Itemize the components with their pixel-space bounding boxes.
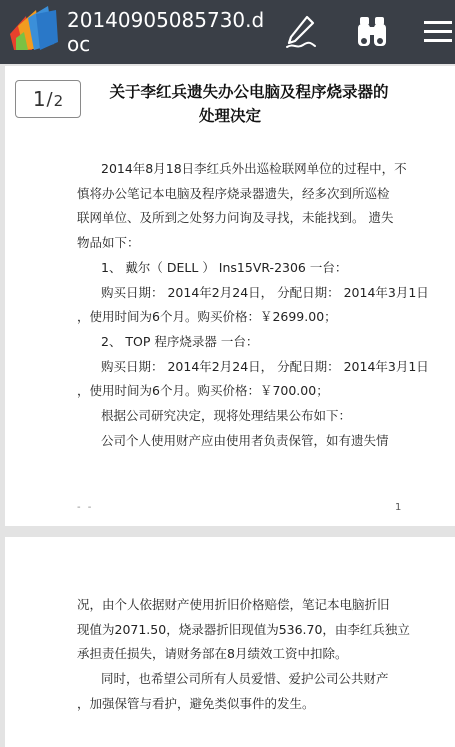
body-line: 承担责任损失，请财务部在8月绩效工资中扣除。 <box>77 646 348 662</box>
body-line: 物品如下： <box>77 235 140 251</box>
page-separator: / <box>46 88 53 110</box>
body-line: 慎将办公笔记本电脑及程序烧录器遗失，经多次到所巡检 <box>77 185 390 201</box>
body-line: 同时，也希望公司所有人员爱惜、爱护公司公共财产 <box>101 671 389 687</box>
body-line: 况，由个人依据财产使用折旧价格赔偿，笔记本电脑折旧 <box>77 597 390 612</box>
body-line: ，使用时间为6个月。购买价格：￥2699.00； <box>77 309 337 325</box>
current-page: 1 <box>32 87 46 111</box>
body-line: 现值为2071.50，烧录器折旧现值为536.70，由李红兵独立 <box>77 621 410 637</box>
body-line: 2014年8月18日李红兵外出巡检联网单位的过程中，不 <box>101 161 407 176</box>
body-line: 2、 TOP 程序烧录器 一台： <box>101 333 259 349</box>
title-line-2: 处理决定 <box>198 107 261 125</box>
hamburger-menu-icon <box>422 17 454 47</box>
document-page-2[interactable] <box>5 537 455 747</box>
body-line: ，加强保管与看护，避免类似事件的发生。 <box>77 695 315 711</box>
file-name: 20140905085730.doc <box>67 8 265 56</box>
app-logo-icon <box>6 4 62 56</box>
title-line-1: 关于李红兵遗失办公电脑及程序烧录器的 <box>109 83 389 101</box>
document-page-1[interactable] <box>5 66 455 526</box>
body-line: ，使用时间为6个月。购买价格：￥700.00； <box>77 383 329 399</box>
body-line: 根据公司研究决定，现将处理结果公布如下： <box>101 408 352 423</box>
edit-button[interactable] <box>278 10 322 54</box>
body-line: 购买日期： 2014年2月24日， 分配日期： 2014年3月1日 <box>101 358 429 374</box>
top-toolbar <box>0 0 455 64</box>
body-line: 1、 戴尔（ DELL ） Ins15VR-2306 一台： <box>101 259 348 275</box>
binoculars-icon <box>354 14 390 50</box>
body-line: 公司个人使用财产应由使用者负责保管，如有遗失情 <box>101 432 389 448</box>
find-button[interactable] <box>350 10 394 54</box>
body-line: 购买日期： 2014年2月24日， 分配日期： 2014年3月1日 <box>101 284 429 300</box>
footer-page-number: 1 <box>395 502 402 513</box>
menu-button[interactable] <box>420 10 455 54</box>
footer-dashes: - - <box>77 502 94 513</box>
total-pages: 2 <box>53 92 64 110</box>
page-indicator[interactable] <box>15 80 81 118</box>
body-line: 联网单位、及所到之处努力问询及寻找，未能找到。 遗失 <box>77 210 394 226</box>
pen-edit-icon <box>281 13 319 51</box>
